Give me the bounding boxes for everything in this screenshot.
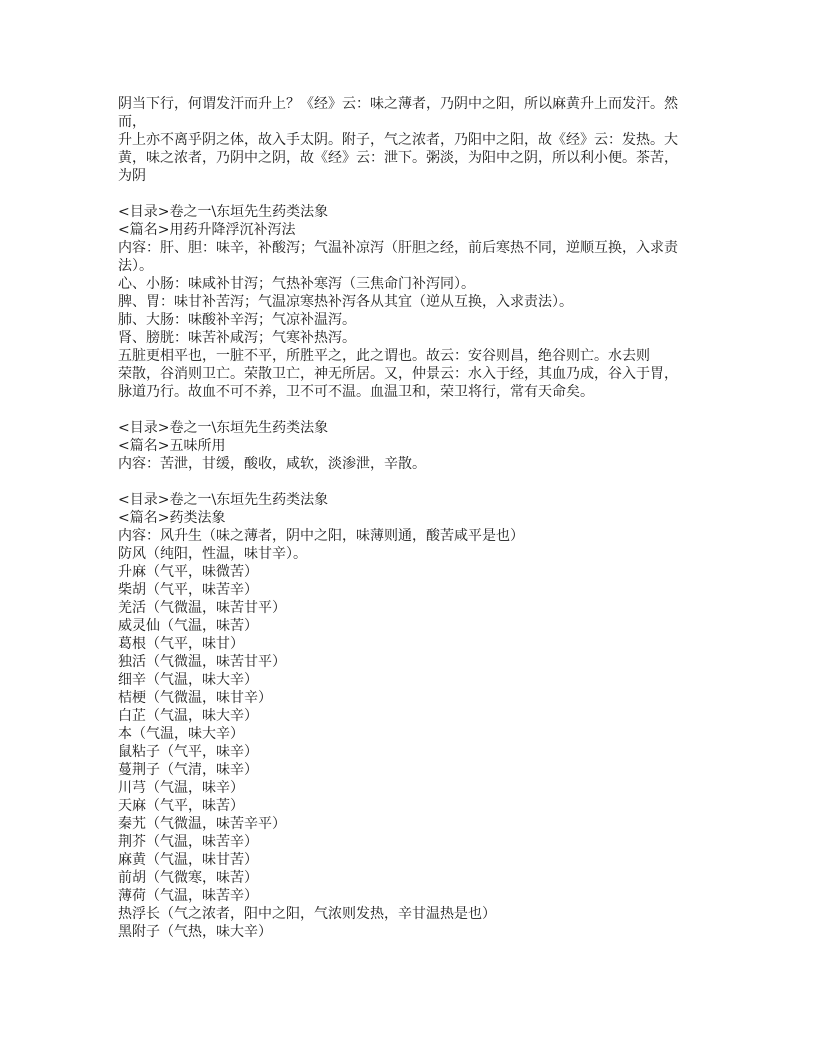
herb-entry: 麻黄（气温，味甘苦） bbox=[118, 852, 258, 868]
text-line: 荣散，谷消则卫亡。荣散卫亡，神无所居。又，仲景云：水入于经，其血乃成，谷入于胃， bbox=[118, 366, 678, 382]
text-line: 而， bbox=[118, 114, 146, 130]
herb-entry: 本（气温，味大辛） bbox=[118, 726, 244, 742]
chapter-title: <篇名>药类法象 bbox=[118, 510, 226, 526]
herb-entry: 独活（气微温，味苦甘平） bbox=[118, 654, 286, 670]
text-line: 心、小肠：味咸补甘泻；气热补寒泻（三焦命门补泻同）。 bbox=[118, 276, 475, 292]
herb-entry: 细辛（气温，味大辛） bbox=[118, 672, 258, 688]
text-line: 脉道乃行。故血不可不养，卫不可不温。血温卫和，荣卫将行，常有天命矣。 bbox=[118, 384, 594, 400]
text-line: 为阴 bbox=[118, 168, 146, 184]
herb-entry: 威灵仙（气温，味苦） bbox=[118, 618, 258, 634]
text-line: 阴当下行，何谓发汗而升上？《经》云：味之薄者，乃阴中之阳，所以麻黄升上而发汗。然 bbox=[118, 96, 678, 112]
herb-entry: 前胡（气微寒，味苦） bbox=[118, 870, 258, 886]
catalog-heading: <目录>卷之一\东垣先生药类法象 bbox=[118, 420, 329, 436]
section-shengjiang bbox=[118, 203, 708, 401]
blank-line bbox=[118, 185, 708, 203]
blank-line bbox=[118, 401, 708, 419]
text-line: 法）。 bbox=[118, 258, 153, 274]
catalog-heading: <目录>卷之一\东垣先生药类法象 bbox=[118, 492, 329, 508]
herb-entry: 羌活（气微温，味苦甘平） bbox=[118, 600, 286, 616]
text-line: 热浮长（气之浓者，阳中之阳，气浓则发热，辛甘温热是也） bbox=[118, 906, 496, 922]
chapter-title: <篇名>用药升降浮沉补泻法 bbox=[118, 222, 296, 238]
intro-paragraph bbox=[118, 95, 708, 185]
text-line: 升上亦不离乎阴之体，故入手太阴。附子，气之浓者，乃阳中之阳，故《经》云：发热。大 bbox=[118, 132, 678, 148]
herb-entry: 防风（纯阳，性温，味甘辛）。 bbox=[118, 546, 307, 562]
chapter-title: <篇名>五味所用 bbox=[118, 438, 226, 454]
text-line: 内容：肝、胆：味辛，补酸泻；气温补凉泻（肝胆之经，前后寒热不同，逆顺互换，入求责 bbox=[118, 240, 678, 256]
herb-entry: 天麻（气平，味苦） bbox=[118, 798, 244, 814]
text-line: 五脏更相平也，一脏不平，所胜平之，此之谓也。故云：安谷则昌，绝谷则亡。水去则 bbox=[118, 348, 650, 364]
herb-entry: 升麻（气平，味微苦） bbox=[118, 564, 258, 580]
section-wuwei bbox=[118, 419, 708, 473]
text-line: 脾、胃：味甘补苦泻；气温凉寒热补泻各从其宜（逆从互换，入求责法）。 bbox=[118, 294, 573, 310]
text-line: 肺、大肠：味酸补辛泻；气凉补温泻。 bbox=[118, 312, 356, 328]
herb-entry: 蔓荆子（气清，味辛） bbox=[118, 762, 258, 778]
herb-entry: 川芎（气温，味辛） bbox=[118, 780, 244, 796]
herb-entry: 桔梗（气微温，味甘辛） bbox=[118, 690, 272, 706]
herb-entry: 黑附子（气热，味大辛） bbox=[118, 924, 272, 940]
blank-line bbox=[118, 473, 708, 491]
text-line: 内容：苦泄，甘缓，酸收，咸软，淡渗泄，辛散。 bbox=[118, 456, 426, 472]
herb-entry: 葛根（气平，味甘） bbox=[118, 636, 244, 652]
text-line: 内容：风升生（味之薄者，阴中之阳，味薄则通，酸苦咸平是也） bbox=[118, 528, 524, 544]
herb-entry: 白芷（气温，味大辛） bbox=[118, 708, 258, 724]
catalog-heading: <目录>卷之一\东垣先生药类法象 bbox=[118, 204, 329, 220]
herb-entry: 荆芥（气温，味苦辛） bbox=[118, 834, 258, 850]
section-yaolei bbox=[118, 491, 708, 941]
herb-entry: 柴胡（气平，味苦辛） bbox=[118, 582, 258, 598]
document-page bbox=[118, 95, 708, 941]
text-line: 黄，味之浓者，乃阴中之阴，故《经》云：泄下。粥淡，为阳中之阴，所以利小便。茶苦， bbox=[118, 150, 678, 166]
herb-entry: 鼠粘子（气平，味辛） bbox=[118, 744, 258, 760]
text-line: 肾、膀胱：味苦补咸泻；气寒补热泻。 bbox=[118, 330, 356, 346]
herb-entry: 薄荷（气温，味苦辛） bbox=[118, 888, 258, 904]
herb-entry: 秦艽（气微温，味苦辛平） bbox=[118, 816, 286, 832]
